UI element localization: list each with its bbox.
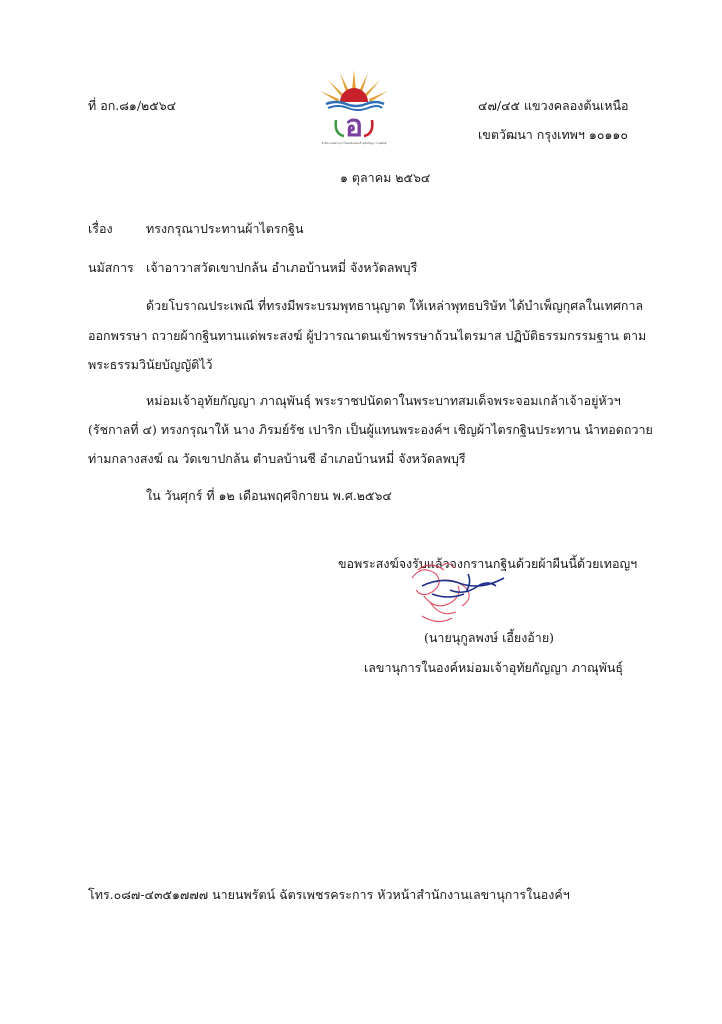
subject-label: เรื่อง	[88, 221, 113, 236]
paragraph-1-line-1: ด้วยโบราณประเพณี ที่ทรงมีพระบรมพุทธานุญาต ให้เหล่าพุทธบริษัท ได้บำเพ็ญกุศลในเทศกาล	[146, 298, 644, 313]
reference-number: ที่ อก.๘๑/๒๕๖๔	[88, 98, 177, 113]
address-line-2: เขตวัฒนา กรุงเทพฯ ๑๐๑๑๐	[478, 127, 628, 142]
subject-text: ทรงกรุณาประทานผ้าไตรกฐิน	[146, 221, 304, 236]
paragraph-1-line-3: พระธรรมวินัยบัญญัติไว้	[88, 357, 213, 372]
closing-blessing: ขอพระสงฆ์จงรับแล้วจงกรานกฐินด้วยผ้าผืนนี้ด้วยเทอญฯ	[338, 556, 638, 571]
signer-name: (นายนุกูลพงษ์ เอี้ยงอ้าย)	[424, 630, 555, 645]
address-line-1: ๔๗/๔๕ แขวงคลองต้นเหนือ	[478, 98, 629, 113]
salutation-label: นมัสการ	[88, 260, 134, 275]
salutation-text: เจ้าอาวาสวัดเขาปกล้น อำเภอบ้านหมี่ จังหวัดลพบุรี	[146, 260, 418, 275]
organization-logo	[312, 62, 396, 146]
paragraph-2-line-2: (รัชกาลที่ ๔) ทรงกรุณาให้ นาง ภิรมย์รัช เปาริก เป็นผู้แทนพระองค์ฯ เชิญผ้าไตรกฐินประทาน นำทอดถวาย	[88, 422, 653, 437]
logo-letter: อ	[344, 109, 364, 144]
sun-icon	[340, 88, 368, 102]
letter-date: ๑ ตุลาคม ๒๕๖๔	[340, 170, 431, 185]
paragraph-1-line-2: ออกพรรษา ถวายผ้ากฐินทานแด่พระสงฆ์ ผู้ปวารณาตนเข้าพรรษาถ้วนไตรมาส ปฏิบัติธรรมกรรมฐาน ตาม	[88, 328, 647, 343]
paragraph-2-line-1: หม่อมเจ้าอุทัยกัญญา ภาณุพันธุ์ พระราชปนัดดาในพระบาทสมเด็จพระจอมเกล้าเจ้าอยู่หัวฯ	[146, 393, 621, 408]
signer-position: เลขานุการในองค์หม่อมเจ้าอุทัยกัญญา ภาณุพันธุ์	[364, 660, 624, 675]
paragraph-2-line-3: ท่ามกลางสงฆ์ ณ วัดเขาปกล้น ตำบลบ้านชี อำเภอบ้านหมี่ จังหวัดลพบุรี	[88, 451, 466, 466]
ceremony-date: ใน วันศุกร์ ที่ ๑๒ เดือนพฤศจิกายน พ.ศ.๒๕๖๔	[146, 488, 392, 503]
footer-contact: โทร.๐๘๗-๔๓๕๑๗๗๗ นายนพรัตน์ ฉัตรเพชรคระการ หัวหน้าสำนักงานเลขานุการในองค์ฯ	[88, 887, 570, 902]
logo-caption: สำนักงานเลขานุการในองค์หม่อมเจ้าอุทัยกัญญา ภาณุพันธุ์	[321, 142, 387, 145]
